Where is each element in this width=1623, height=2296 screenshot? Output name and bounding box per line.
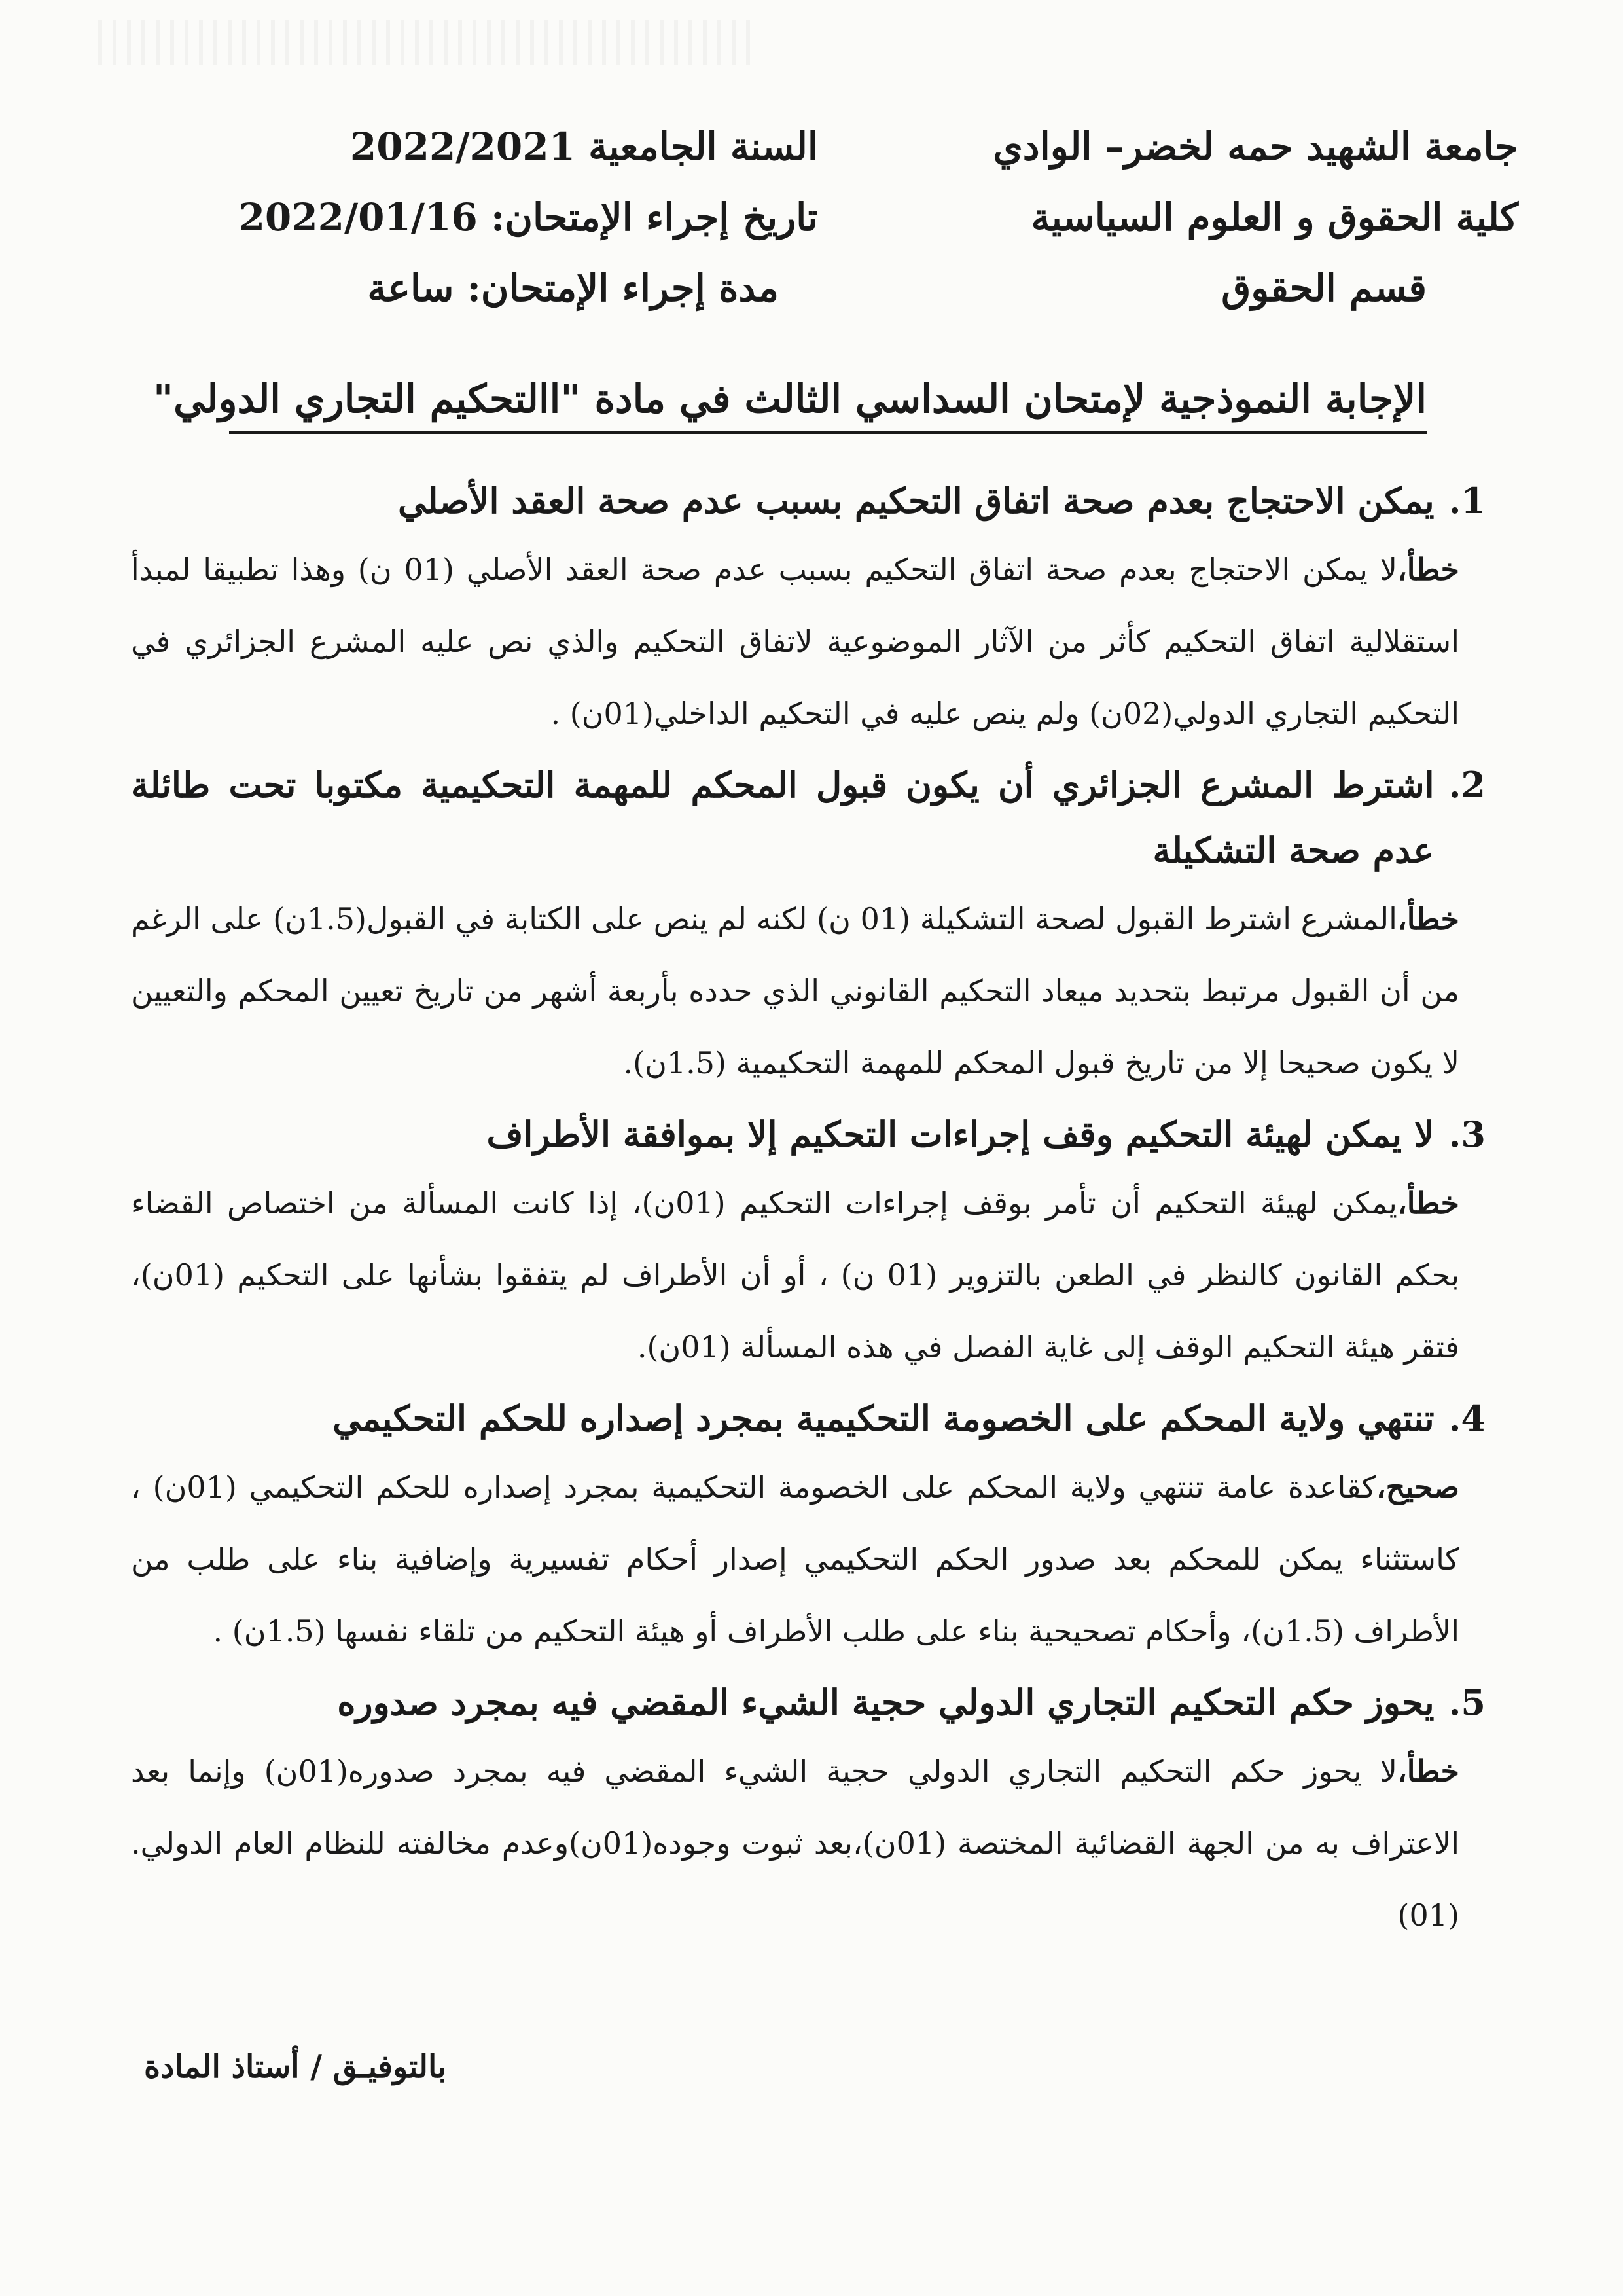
- question-heading: [131, 752, 1486, 883]
- question-item: [131, 468, 1486, 749]
- question-statement: يحوز حكم التحكيم التجاري الدولي حجية الشيء المقضي فيه بمجرد صدوره: [337, 1681, 1435, 1723]
- answer-text: لا يحوز حكم التحكيم التجاري الدولي حجية الشيء المقضي فيه بمجرد صدوره(01ن) وإنما بعد الاعتراف به من الجهة القضائية المختصة (01ن)،بعد ثبوت وجوده(01ن)وعدم مخالفته للنظام العام الدولي.(01): [131, 1753, 1460, 1933]
- answer-verdict: خطأ،: [1397, 901, 1459, 937]
- answer-verdict: خطأ،: [1397, 1185, 1459, 1221]
- question-item: [131, 1386, 1486, 1667]
- answer-verdict: خطأ،: [1397, 552, 1459, 587]
- exam-date: تاريخ إجراء الإمتحان: 2022/01/16: [238, 195, 818, 240]
- question-statement: لا يمكن لهيئة التحكيم وقف إجراءات التحكيم إلا بموافقة الأطراف: [486, 1113, 1435, 1155]
- institution-block: [929, 111, 1518, 323]
- department-name: قسم الحقوق: [1221, 266, 1427, 310]
- answer-text: كقاعدة عامة تنتهي ولاية المحكم على الخصومة التحكيمية بمجرد إصداره للحكم التحكيمي (01ن) ، كاستثناء يمكن للمحكم بعد صدور الحكم التحكيمي إصدار أحكام تفسيرية وإضافية بناء على طلب من الأطراف (1.5ن)، وأحكام تصحيحية بناء على طلب الأطراف أو هيئة التحكيم من تلقاء نفسها (1.5ن) .: [131, 1469, 1459, 1649]
- question-item: [131, 752, 1486, 1099]
- question-number: 2.: [1448, 764, 1486, 806]
- answer-verdict: صحيح،: [1376, 1469, 1459, 1505]
- answer-verdict: خطأ،: [1397, 1753, 1459, 1789]
- university-name: جامعة الشهيد حمه لخضر– الوادي: [993, 124, 1518, 169]
- faculty-name: كلية الحقوق و العلوم السياسية: [1031, 195, 1518, 240]
- question-number: 3.: [1448, 1113, 1486, 1155]
- document-title: الإجابة النموذجية لإمتحان السداسي الثالث في مادة "االتحكيم التجاري الدولي": [229, 376, 1427, 434]
- answer-paragraph: [131, 883, 1486, 1099]
- question-statement: تنتهي ولاية المحكم على الخصومة التحكيمية بمجرد إصداره للحكم التحكيمي: [332, 1397, 1435, 1439]
- question-item: [131, 1670, 1486, 1951]
- answers-list: [131, 468, 1486, 1954]
- answer-paragraph: [131, 533, 1486, 749]
- answer-text: المشرع اشترط القبول لصحة التشكيلة (01 ن) لكنه لم ينص على الكتابة في القبول(1.5ن) على الرغم من أن القبول مرتبط بتحديد ميعاد التحكيم القانوني الذي حدده بأربعة أشهر من تاريخ تعيين المحكم والتعيين لا يكون صحيحا إلا من تاريخ قبول المحكم للمهمة التحكيمية (1.5ن).: [131, 901, 1459, 1081]
- question-heading: [131, 1102, 1486, 1167]
- question-number: 1.: [1448, 480, 1486, 522]
- closing-signature: بالتوفيـق / أستاذ المادة: [144, 2049, 446, 2085]
- answer-text: لا يمكن الاحتجاج بعدم صحة اتفاق التحكيم بسبب عدم صحة العقد الأصلي (01 ن) وهذا تطبيقا لمبدأ استقلالية اتفاق التحكيم كأثر من الآثار الموضوعية لاتفاق التحكيم والذي نص عليه المشرع الجزائري في التحكيم التجاري الدولي(02ن) ولم ينص عليه في التحكيم الداخلي(01ن) .: [131, 552, 1459, 731]
- question-heading: [131, 468, 1486, 533]
- answer-paragraph: [131, 1735, 1486, 1951]
- question-heading: [131, 1670, 1486, 1735]
- question-statement: يمكن الاحتجاج بعدم صحة اتفاق التحكيم بسبب عدم صحة العقد الأصلي: [398, 480, 1435, 522]
- question-heading: [131, 1386, 1486, 1451]
- question-statement: اشترط المشرع الجزائري أن يكون قبول المحكم للمهمة التحكيمية مكتوبا تحت طائلة عدم صحة التشكيلة: [131, 764, 1435, 871]
- exam-info-block: [229, 111, 818, 323]
- academic-year: السنة الجامعية 2022/2021: [349, 124, 818, 169]
- document-header: [190, 111, 1518, 334]
- exam-duration: مدة إجراء الإمتحان: ساعة: [367, 266, 779, 310]
- answer-paragraph: [131, 1167, 1486, 1383]
- question-number: 4.: [1448, 1397, 1486, 1439]
- answer-paragraph: [131, 1451, 1486, 1667]
- answer-text: يمكن لهيئة التحكيم أن تأمر بوقف إجراءات التحكيم (01ن)، إذا كانت المسألة من اختصاص القضاء بحكم القانون كالنظر في الطعن بالتزوير (01 ن) ، أو أن الأطراف لم يتفقوا بشأنها على التحكيم (01ن)، فتقر هيئة التحكيم الوقف إلى غاية الفصل في هذه المسألة (01ن).: [131, 1185, 1459, 1365]
- scan-smudge: [98, 20, 753, 65]
- question-item: [131, 1102, 1486, 1383]
- question-number: 5.: [1448, 1681, 1486, 1723]
